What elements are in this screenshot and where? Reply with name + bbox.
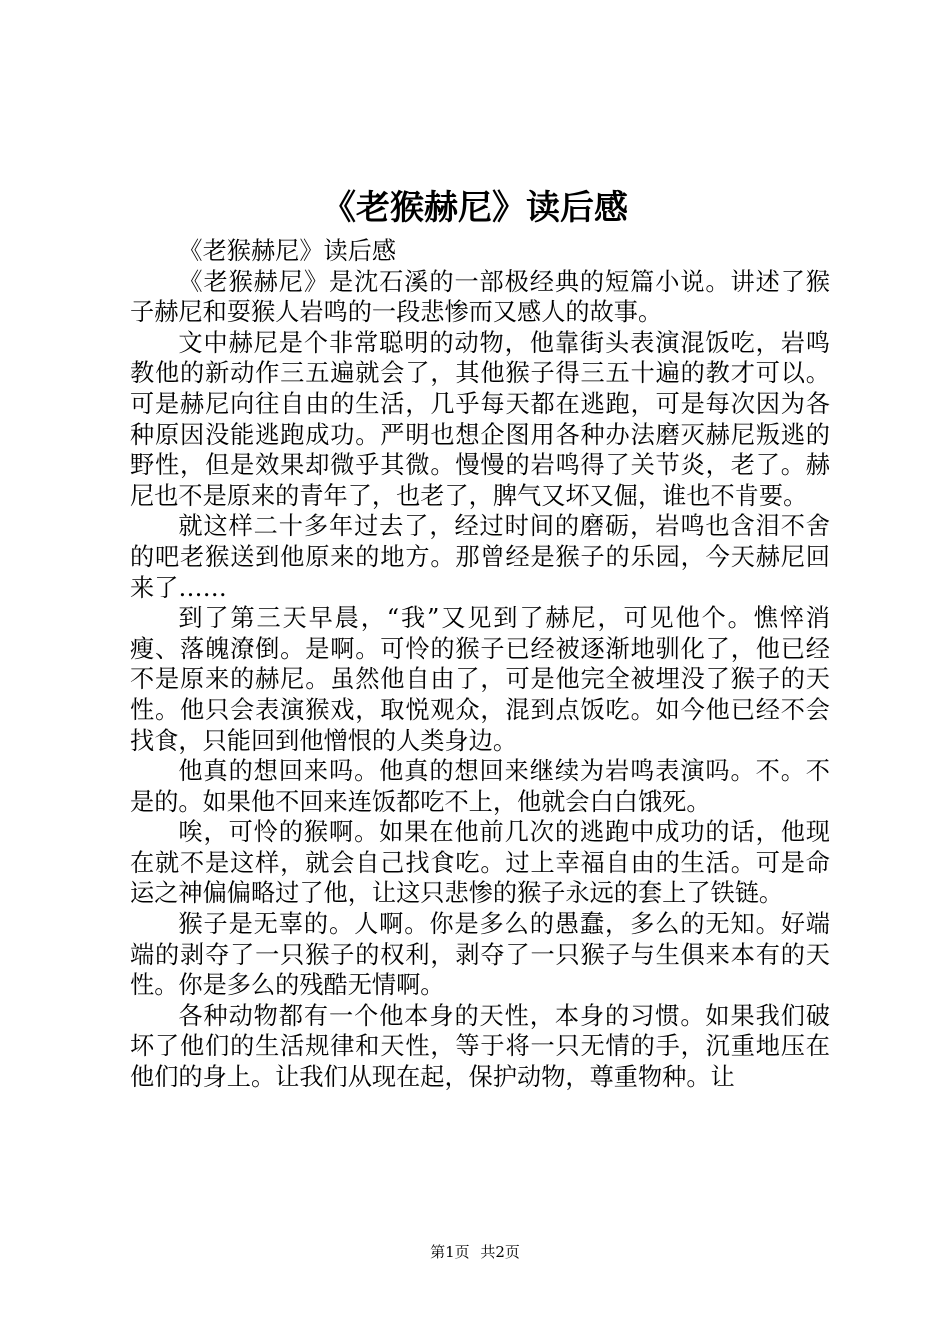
paragraph: 各种动物都有一个他本身的天性，本身的习惯。如果我们破坏了他们的生活规律和天性，等于将一只无情的手，沉重地压在他们的身上。让我们从现在起，保护动物，尊重物种。让 bbox=[130, 1001, 830, 1092]
page-total: 共2页 bbox=[480, 1243, 520, 1261]
document-body bbox=[130, 236, 830, 1093]
paragraph: 就这样二十多年过去了，经过时间的磨砺，岩鸣也含泪不舍的吧老猴送到他原来的地方。那曾经是猴子的乐园，今天赫尼回来了…… bbox=[130, 512, 830, 602]
page-number: 第1页 bbox=[430, 1243, 470, 1261]
document-title: 《老猴赫尼》读后感 bbox=[322, 188, 628, 228]
paragraph: 唉，可怜的猴啊。如果在他前几次的逃跑中成功的话，他现在就不是这样，就会自己找食吃。过上幸福自由的生活。可是命运之神偏偏略过了他，让这只悲惨的猴子永远的套上了铁链。 bbox=[130, 818, 830, 908]
paragraph: 他真的想回来吗。他真的想回来继续为岩鸣表演吗。不。不是的。如果他不回来连饭都吃不上，他就会白白饿死。 bbox=[130, 757, 830, 816]
paragraph: 到了第三天早晨，“我”又见到了赫尼，可见他个。憔悴消瘦、落魄潦倒。是啊。可怜的猴子已经被逐渐地驯化了，他已经不是原来的赫尼。虽然他自由了，可是他完全被埋没了猴子的天性。他只会表演猴戏，取悦观众，混到点饭吃。如今他已经不会找食，只能回到他憎恨的人类身边。 bbox=[130, 604, 830, 755]
paragraph: 文中赫尼是个非常聪明的动物，他靠街头表演混饭吃，岩鸣教他的新动作三五遍就会了，其他猴子得三五十遍的教才可以。可是赫尼向往自由的生活，几乎每天都在逃跑，可是每次因为各种原因没能逃跑成功。严明也想企图用各种办法磨灭赫尼叛逃的野性，但是效果却微乎其微。慢慢的岩鸣得了关节炎，老了。赫尼也不是原来的青年了，也老了，脾气又坏又倔，谁也不肯要。 bbox=[130, 328, 830, 510]
paragraph: 《老猴赫尼》是沈石溪的一部极经典的短篇小说。讲述了猴子赫尼和耍猴人岩鸣的一段悲惨而又感人的故事。 bbox=[130, 267, 830, 327]
paragraph-subtitle: 《老猴赫尼》读后感 bbox=[178, 237, 397, 265]
page-footer bbox=[0, 1242, 950, 1262]
paragraph: 猴子是无辜的。人啊。你是多么的愚蠢，多么的无知。好端端的剥夺了一只猴子的权利，剥夺了一只猴子与生俱来本有的天性。你是多么的残酷无情啊。 bbox=[130, 910, 830, 1000]
